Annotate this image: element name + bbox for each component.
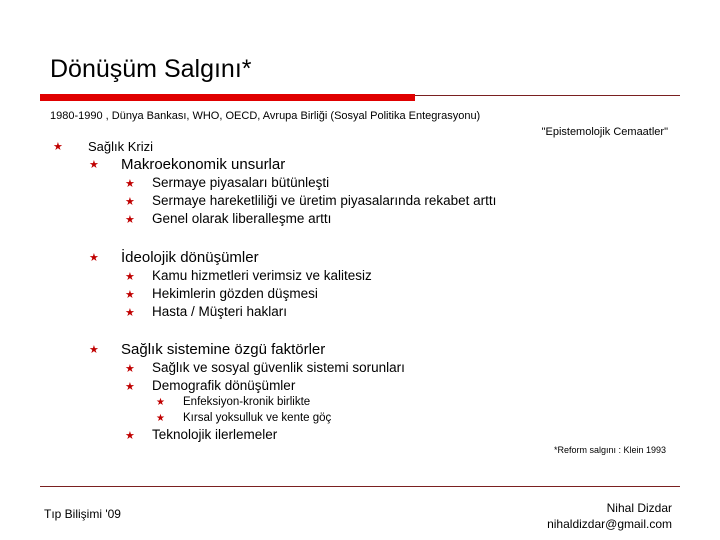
list-item: Genel olarak liberalleşme arttı [152,211,332,226]
author-name: Nihal Dizdar [606,501,672,515]
list-item: Teknolojik ilerlemeler [152,427,278,442]
level1-item: Sağlık Krizi [88,139,154,154]
divider-bottom [40,486,680,487]
star-icon: ★ [89,344,99,356]
footnote: *Reform salgını : Klein 1993 [553,445,666,455]
list-item: Demografik dönüşümler [152,378,296,393]
star-icon: ★ [125,307,135,319]
sub-item: Kırsal yoksulluk ve kente göç [183,412,332,424]
star-icon: ★ [125,363,135,375]
star-icon: ★ [125,214,135,226]
list-item: Kamu hizmetleri verimsiz ve kalitesiz [152,268,372,283]
list-item: Sermaye piyasaları bütünleşti [152,175,330,190]
star-icon: ★ [125,430,135,442]
intro-text: 1980-1990 , Dünya Bankası, WHO, OECD, Avrupa Birliği (Sosyal Politika Entegrasyonu) [50,110,481,122]
quote-text: "Epistemolojik Cemaatler" [541,126,668,138]
slide-title: Dönüşüm Salgını* [50,55,252,83]
sub-item: Enfeksiyon-kronik birlikte [183,396,311,408]
star-icon: ★ [125,381,135,393]
star-icon: ★ [89,159,99,171]
footer-left: Tıp Bilişimi '09 [44,507,121,521]
list-item: Sağlık ve sosyal güvenlik sistemi sorunları [152,360,405,375]
star-icon: ★ [125,289,135,301]
star-icon: ★ [125,178,135,190]
list-item: Hekimlerin gözden düşmesi [152,286,318,301]
section-heading: Makroekonomik unsurlar [121,156,286,173]
list-item: Sermaye hareketliliği ve üretim piyasalarında rekabet arttı [152,193,497,208]
star-icon: ★ [125,196,135,208]
star-icon: ★ [89,252,99,264]
star-icon: ★ [53,141,63,153]
star-icon: ★ [125,271,135,283]
section-heading: Sağlık sistemine özgü faktörler [121,341,326,358]
accent-bar [40,94,415,101]
star-icon: ★ [156,397,165,408]
list-item: Hasta / Müşteri hakları [152,304,288,319]
section-heading: İdeolojik dönüşümler [121,249,259,266]
author-email[interactable]: nihaldizdar@gmail.com [547,517,672,531]
star-icon: ★ [156,413,165,424]
